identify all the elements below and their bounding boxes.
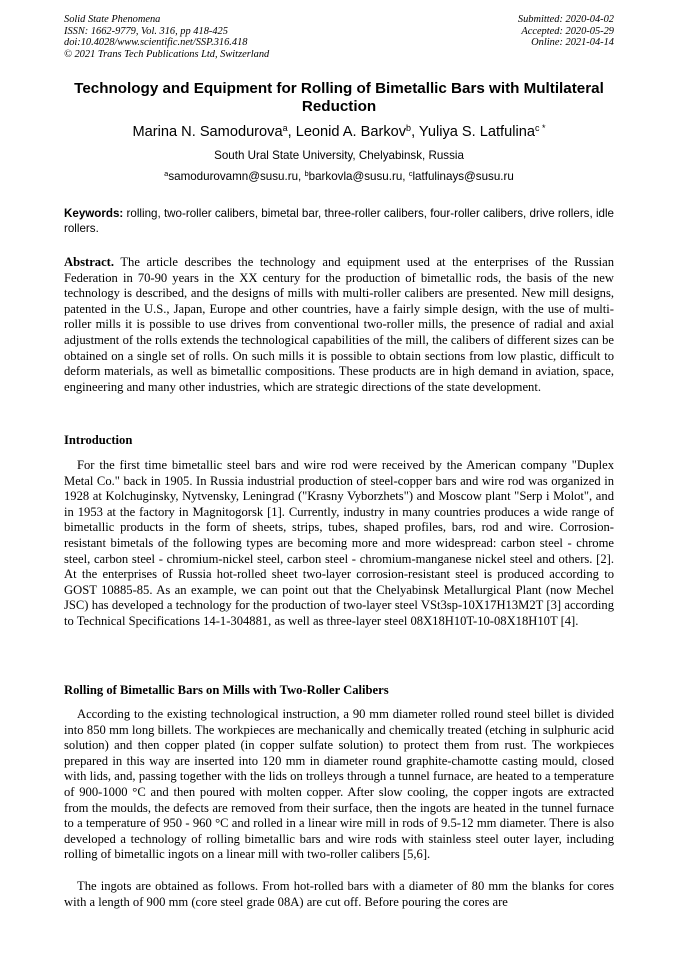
email-link[interactable]: samodurovamn@susu.ru — [168, 170, 299, 183]
author-name: Marina N. Samodurova — [132, 124, 283, 140]
author — [419, 124, 546, 140]
abstract — [64, 255, 614, 395]
author-separator: , — [411, 124, 419, 140]
keywords-label: Keywords: — [64, 207, 124, 220]
author-affil-mark: b — [406, 123, 412, 133]
author — [296, 124, 419, 140]
copyright-line: © 2021 Trans Tech Publications Ltd, Switzerland — [64, 48, 270, 60]
email-mark: b — [304, 169, 309, 178]
paragraph: The ingots are obtained as follows. From hot-rolled bars with a diameter of 80 mm the blanks for cores with a length of 900 mm (core steel grade 08A) are cut off. Before pouring the cores are — [64, 879, 614, 909]
online-date: Online: 2021-04-14 — [531, 37, 614, 49]
keywords — [64, 206, 614, 236]
issn-line: ISSN: 1662-9779, Vol. 316, pp 418-425 — [64, 25, 228, 37]
paragraph: For the first time bimetallic steel bars and wire rod were received by the American company "Duplex Metal Co." back in 1905. In Russia industrial production of steel-copper bars and wire rod was organized in 1928 at Kolchuginsky, Nytvensky, Leningrad ("Krasny Vyborzhets") and Moscow plant "Serp i Molot", and in 1953 at the factory in Magnitogorsk [1]. Currently, industry in many countries produces a wide range of bimetallic products in the form of sheets, strips, tubes, shaped profiles, bars, rod and wire. Corrosion-resistant bimetals of the following types are becoming more and more widespread: carbon steel - chrome steel, carbon steel - chromium-nickel steel, carbon steel - chromium-manganese nickel steel and others. [2]. At the enterprises of Russia hot-rolled sheet two-layer corrosion-resistant steel is produced according to GOST 10885-85. As an example, we can point out that the Chelyabinsk Metallurgical Plant (now Mechel JSC) has developed a technology for the production of two-layer steel VSt3sp-10X17H13M2T [3] according to Technical Specifications 14-1-304881, as well as three-layer steel 08X18H10T-10-08X18H10T [4]. — [64, 458, 614, 628]
journal-info — [64, 14, 269, 60]
publication-dates — [518, 14, 614, 49]
section-heading-rolling: Rolling of Bimetallic Bars on Mills with Two-Roller Calibers — [64, 683, 389, 697]
email-separator: , — [298, 170, 305, 183]
author-name: Leonid A. Barkov — [295, 124, 407, 140]
journal-name: Solid State Phenomena — [64, 14, 161, 25]
abstract-label: Abstract. — [64, 255, 115, 269]
author-affil-mark: a — [282, 123, 288, 133]
author — [133, 124, 296, 140]
author-emails — [64, 170, 614, 184]
affiliation: South Ural State University, Chelyabinsk, Russia — [214, 149, 464, 162]
section-heading-introduction: Introduction — [64, 433, 133, 447]
paper-title: Technology and Equipment for Rolling of Bimetallic Bars with Multilateral Reduction — [74, 80, 604, 115]
email-link[interactable]: barkovla@susu.ru — [308, 170, 403, 183]
author-name: Yuliya S. Latfulina — [418, 124, 535, 140]
paragraph: According to the existing technological instruction, a 90 mm diameter rolled round steel billet is divided into 850 mm long billets. The workpieces are mechanically and chemically treated (etching in sulphuric acid solution) and then copper plated (in copper sulfate solution) to protect them from rust. The workpieces prepared in this way are inserted into 120 mm in diameter round graphite-chamotte casting mould, closed with lids, and, passing together with the lids on trolleys through a tunnel furnace, are heated to a temperature of 900-1000 °C and then poured with molten copper. After slow cooling, the copper ingots are extracted from the moulds, the defects are removed from their surface, then the ingots are heated in the tunnel furnace to a temperature of 950 - 960 °C and rolled in a linear wire mill in rods of 9.5-12 mm diameter. There is also developed a technology of rolling bimetallic bars and wire rods with stainless steel outer layer, including rolling of bimetallic ingots on a linear mill with two-roller calibers [5,6]. — [64, 707, 614, 862]
author-list — [64, 123, 614, 141]
email-link[interactable]: latfulinays@susu.ru — [412, 170, 514, 183]
email-mark: a — [164, 169, 169, 178]
email-mark: c — [408, 169, 413, 178]
submitted-date: Submitted: 2020-04-02 — [517, 14, 614, 25]
keywords-text: rolling, two-roller calibers, bimetal bar, three-roller calibers, four-roller calibers, drive rollers, idle rollers. — [64, 207, 614, 235]
email-separator: , — [402, 170, 409, 183]
author-separator: , — [287, 124, 296, 140]
accepted-date: Accepted: 2020-05-29 — [521, 25, 614, 37]
author-affil-mark: c * — [534, 123, 546, 133]
abstract-text: The article describes the technology and equipment used at the enterprises of the Russian Federation in 70-90 years in the XX century for the production of bimetallic rods, the basis of the new technology is described, and the designs of mills with multi-roller calibers are presented. New mill designs, patented in the U.S., Japan, Europe and other countries, have a fairly simple design, with the use of multi-roller mills it is possible to use drives from conventional two-roller mills, the presence of radial and axial adjustment of the rolls extends the technological capabilities of the mill, the calibers of different sizes can be obtained on a single set of rolls. On such mills it is possible to obtain sections from low plastic, difficult to deform materials, as well as bimetallic compositions. These products are in high demand in aviation, space, engineering and many other industries, which are strategic directions of the state development. — [64, 255, 614, 394]
doi-line: doi:10.4028/www.scientific.net/SSP.316.418 — [64, 37, 248, 49]
